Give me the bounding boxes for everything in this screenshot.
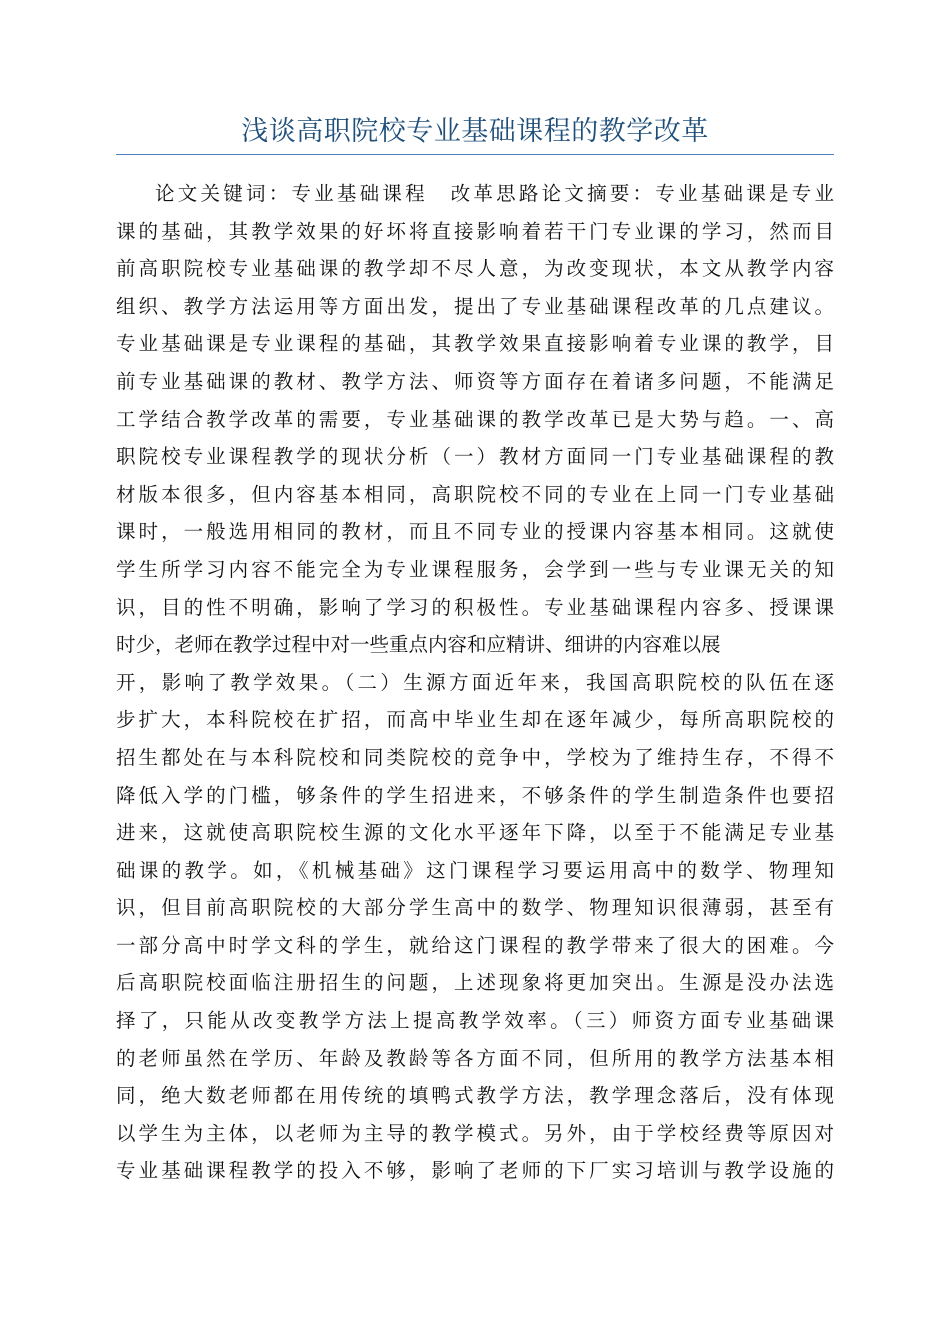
body-line: 课时，一般选用相同的教材，而且不同专业的授课内容基本相同。这就使 (116, 520, 834, 544)
body-line: 前专业基础课的教材、教学方法、师资等方面存在着诸多问题，不能满足 (116, 369, 834, 393)
body-line: 一部分高中时学文科的学生，就给这门课程的教学带来了很大的困难。今 (116, 933, 834, 957)
body-line: 后高职院校面临注册招生的问题，上述现象将更加突出。生源是没办法选 (116, 971, 834, 995)
body-line: 专业基础课是专业课程的基础，其教学效果直接影响着专业课的教学，目 (116, 332, 834, 356)
body-line: 的老师虽然在学历、年龄及教龄等各方面不同，但所用的教学方法基本相 (116, 1046, 834, 1070)
body-line: 进来，这就使高职院校生源的文化水平逐年下降，以至于不能满足专业基 (116, 821, 834, 845)
body-line: 职院校专业课程教学的现状分析（一）教材方面同一门专业基础课程的教 (116, 445, 834, 469)
body-line: 础课的教学。如，《机械基础》这门课程学习要运用高中的数学、物理知 (116, 858, 834, 882)
body-line: 开，影响了教学效果。（二）生源方面近年来，我国高职院校的队伍在逐 (116, 670, 834, 694)
body-line: 识，但目前高职院校的大部分学生高中的数学、物理知识很薄弱，甚至有 (116, 896, 834, 920)
body-line: 课的基础，其教学效果的好坏将直接影响着若干门专业课的学习，然而目 (116, 219, 834, 243)
body-line: 组织、教学方法运用等方面出发，提出了专业基础课程改革的几点建议。 (116, 294, 834, 318)
body-line: 降低入学的门槛，够条件的学生招进来，不够条件的学生制造条件也要招 (116, 783, 834, 807)
body-line: 时少，老师在教学过程中对一些重点内容和应精讲、细讲的内容难以展 (116, 633, 721, 657)
title-underline (116, 154, 834, 155)
body-line: 材版本很多，但内容基本相同，高职院校不同的专业在上同一门专业基础 (116, 482, 834, 506)
document-body (116, 175, 834, 1190)
body-line: 学生所学习内容不能完全为专业课程服务，会学到一些与专业课无关的知 (116, 557, 834, 581)
body-line: 同，绝大数老师都在用传统的填鸭式教学方法，教学理念落后，没有体现 (116, 1084, 834, 1108)
body-line: 步扩大，本科院校在扩招，而高中毕业生却在逐年减少，每所高职院校的 (116, 708, 834, 732)
body-line: 论文关键词：专业基础课程 改革思路论文摘要：专业基础课是专业 (155, 182, 834, 205)
body-line: 专业基础课程教学的投入不够，影响了老师的下厂实习培训与教学设施的 (116, 1159, 834, 1183)
body-line: 择了，只能从改变教学方法上提高教学效率。（三）师资方面专业基础课 (116, 1009, 834, 1033)
body-line: 以学生为主体，以老师为主导的教学模式。另外，由于学校经费等原因对 (116, 1121, 834, 1145)
body-line: 招生都处在与本科院校和同类院校的竞争中，学校为了维持生存，不得不 (116, 745, 834, 769)
body-line: 识，目的性不明确，影响了学习的积极性。专业基础课程内容多、授课课 (116, 595, 834, 619)
document-title: 浅谈高职院校专业基础课程的教学改革 (241, 116, 709, 147)
body-line: 工学结合教学改革的需要，专业基础课的教学改革已是大势与趋。一、高 (116, 407, 834, 431)
body-line: 前高职院校专业基础课的教学却不尽人意，为改变现状，本文从教学内容 (116, 257, 834, 281)
